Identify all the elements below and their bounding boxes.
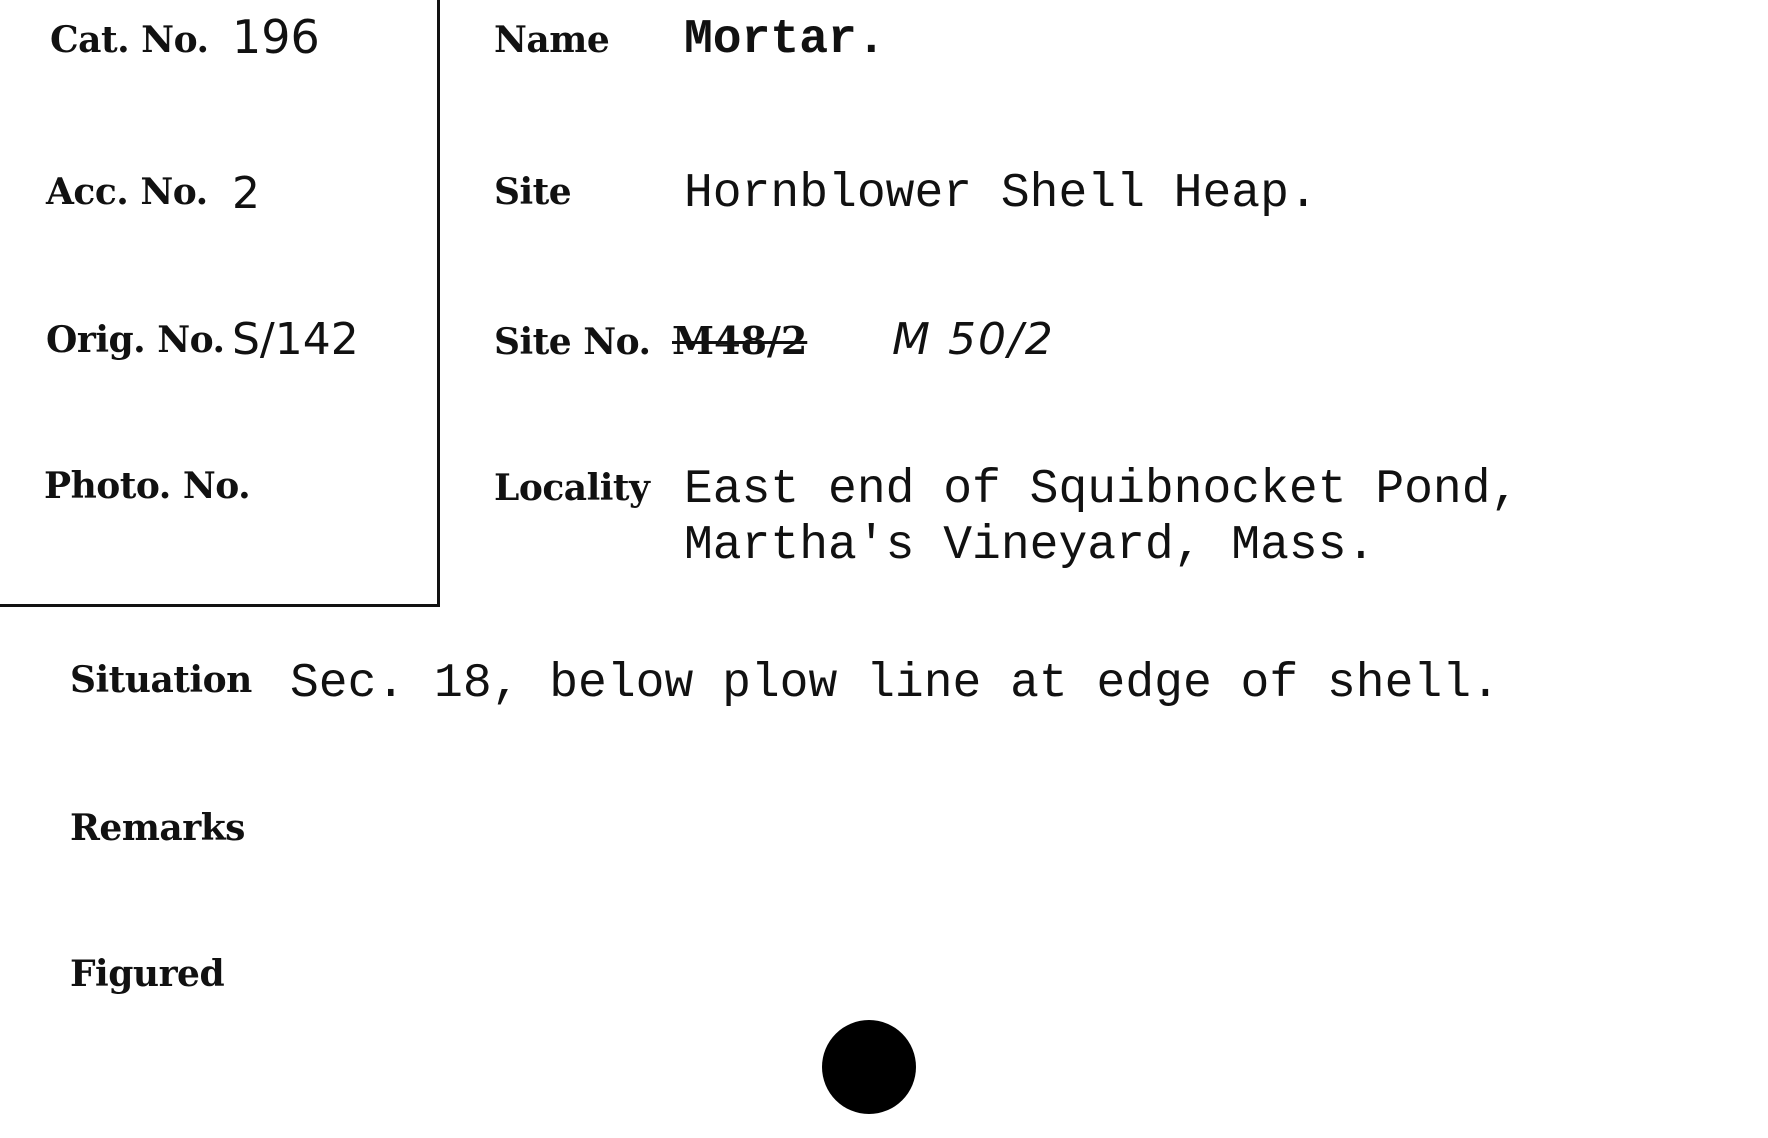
orig-no-value: S/142 [232,314,359,365]
catalog-id-box [0,0,440,607]
site-value: Hornblower Shell Heap. [684,167,1318,221]
site-no-label: Site No. [494,321,651,363]
site-no-handwritten-value: M 50/2 [892,314,1055,365]
acc-no-value: 2 [232,168,260,219]
locality-line-2: Martha's Vineyard, Mass. [684,519,1376,573]
locality-label: Locality [494,467,650,509]
name-label: Name [494,19,610,61]
acc-no-label: Acc. No. [46,171,208,213]
locality-line-1: East end of Squibnocket Pond, [684,463,1520,517]
situation-label: Situation [70,659,252,701]
site-no-struck-value: M48/2 [672,318,808,363]
cat-no-value: 196 [232,10,320,64]
figured-label: Figured [70,953,225,995]
situation-value: Sec. 18, below plow line at edge of shell. [290,657,1500,711]
filing-hole-icon [822,1020,916,1114]
name-value: Mortar. [684,13,886,67]
remarks-label: Remarks [70,807,245,849]
orig-no-label: Orig. No. [46,319,225,361]
site-label: Site [494,171,572,213]
photo-no-label: Photo. No. [44,465,251,507]
cat-no-label: Cat. No. [50,19,209,61]
